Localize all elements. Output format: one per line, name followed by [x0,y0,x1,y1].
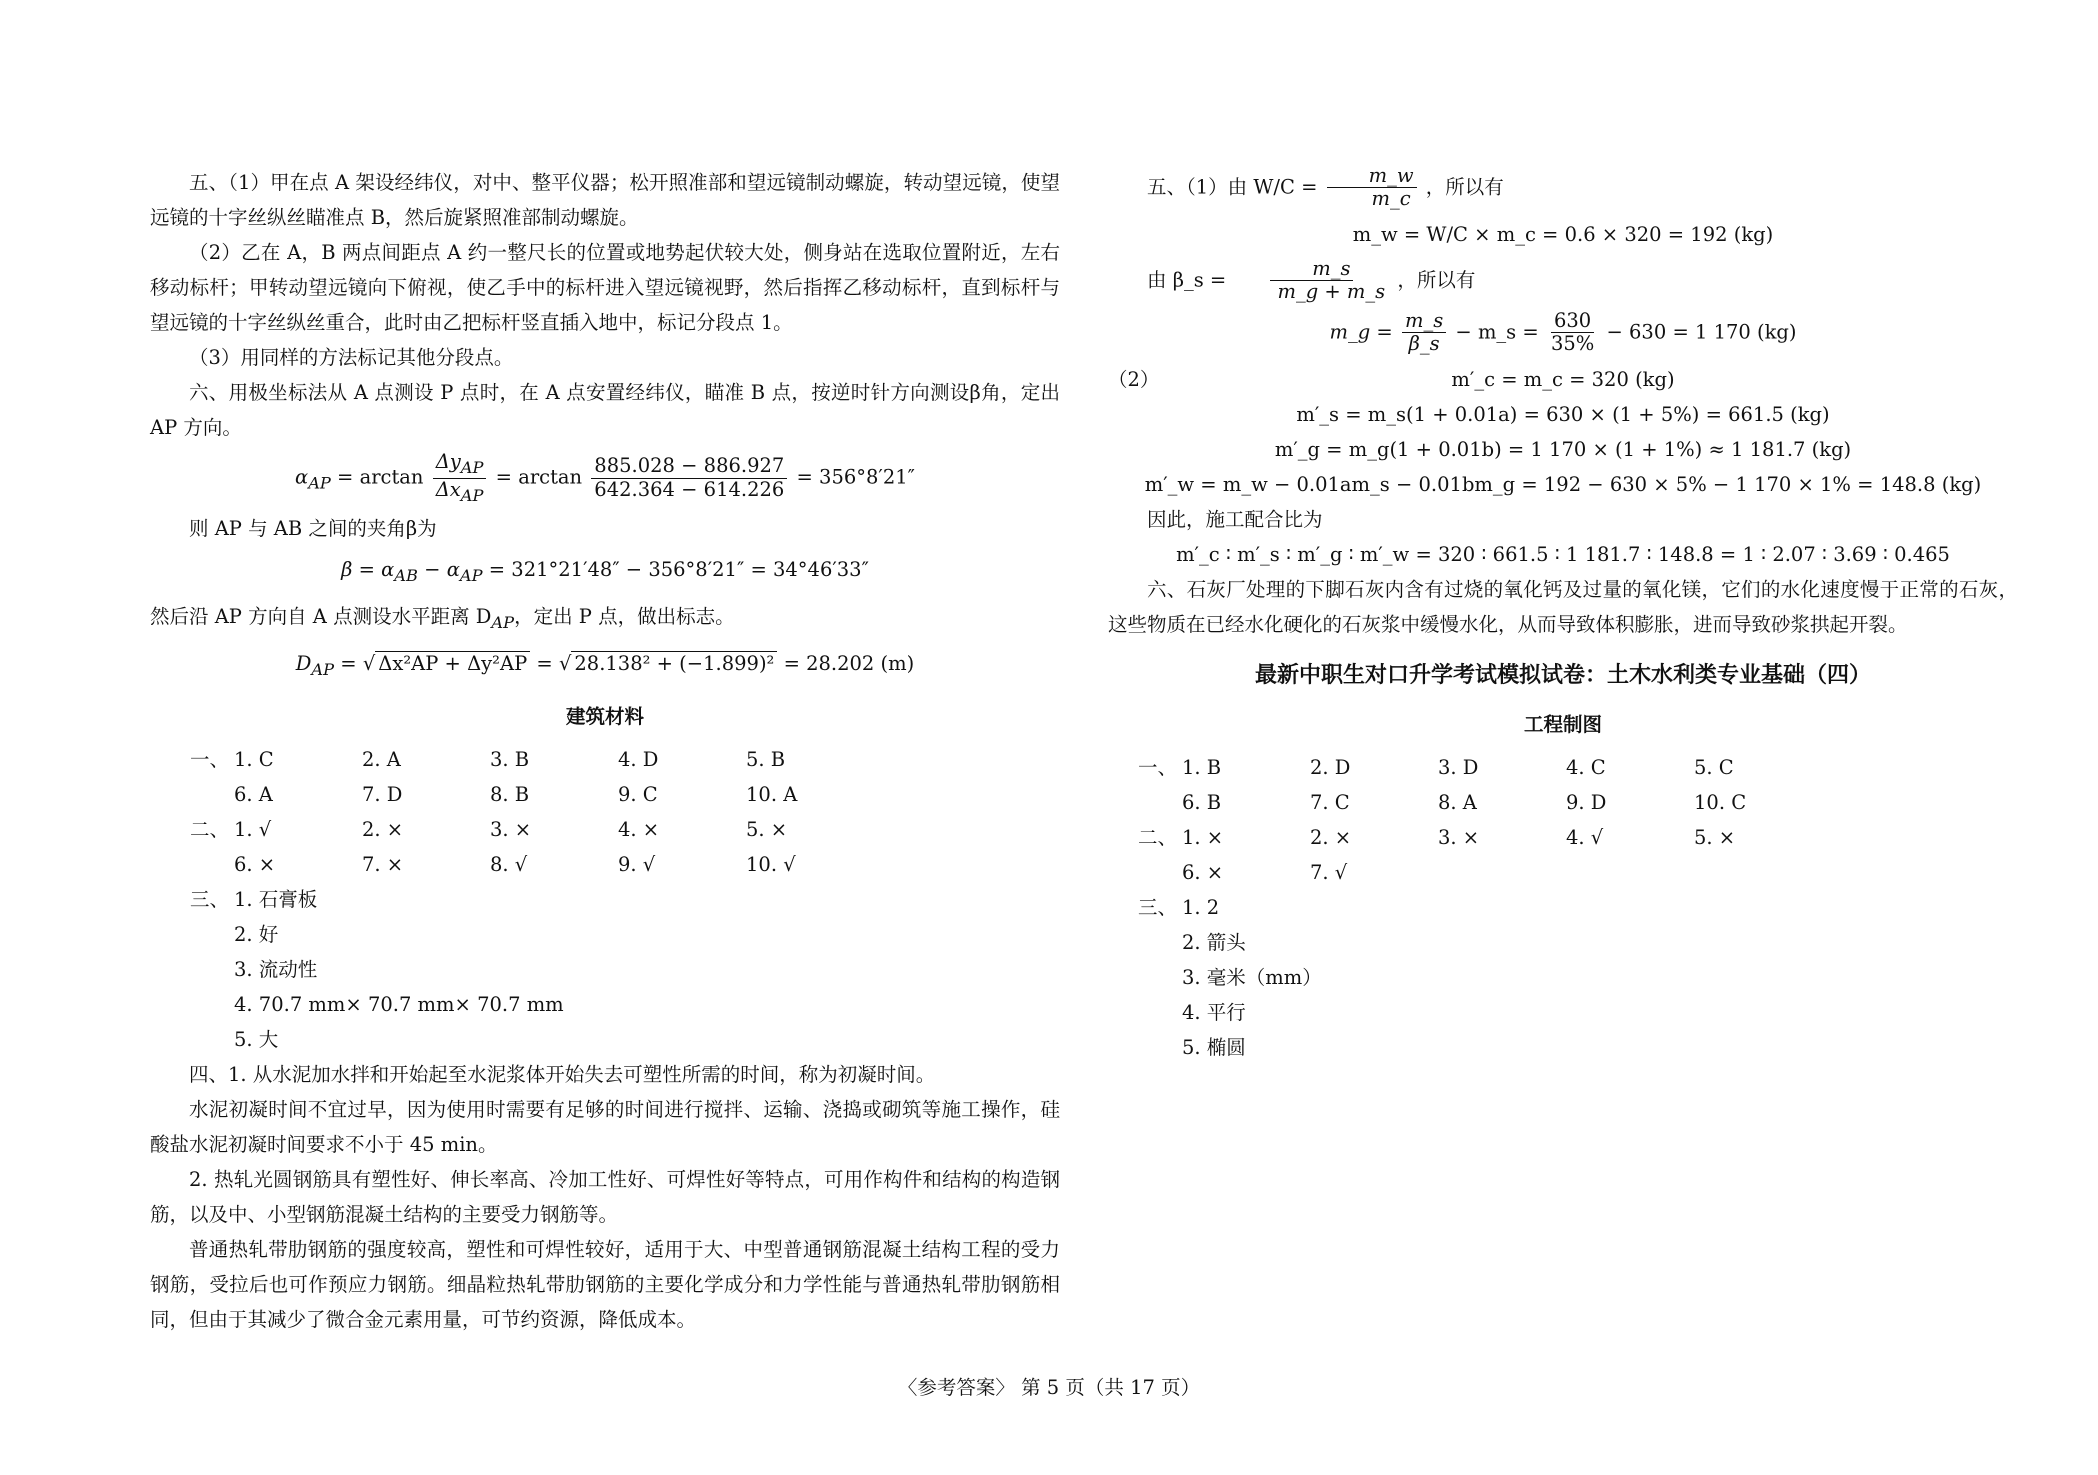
page-footer: 〈参考答案〉 第 5 页（共 17 页） [897,1376,1201,1399]
materials-tf-row-2: 6. × 7. × 8. √ 9. √ 10. √ [234,852,796,876]
materials-heading: 建筑材料 [565,704,644,728]
distance-intro: 然后沿 AP 方向自 A 点测设水平距离 $D_{AP}$，定出 P 点，做出标志。 [150,605,735,632]
mix-q5-part2-label: （2） [1108,367,1160,391]
left-column [150,165,1060,1337]
list-item: 4. 平行 [1182,1000,1246,1024]
drawing-mc-row-2: 6. B 7. C 8. A 9. D 10. C [1182,790,1747,814]
gravel-adjusted-formula: m′_g = m_g(1 + 0.01b) = 1 170 × (1 + 1%) ≈ 1 181.7 (kg) [1274,437,1852,461]
drawing-mc-row-1: 一、 1. B 2. D 3. D 4. C 5. C [1138,755,1734,779]
list-item: 5. 椭圆 [1182,1035,1246,1059]
survey-q6-intro: 六、用极坐标法从 A 点测设 P 点时，在 A 点安置经纬仪，瞄准 B 点，按逆时针方向测设β角，定出 AP 方向。 [150,381,1060,439]
materials-q4-p3: 2. 热轧光圆钢筋具有塑性好、伸长率高、冷加工性好、可焊性好等特点，可用作构件和结构的构造钢筋，以及中、小型钢筋混凝土结构的主要受力钢筋等。 [150,1167,1060,1226]
mix-q5-line1: 五、（1）由 W/C = $\frac{m\_w}{m\_c}$ ，所以有 [1147,164,1504,211]
materials-q4-p2: 水泥初凝时间不宜过早，因为使用时需要有足够的时间进行搅拌、运输、浇捣或砌筑等施工操作，硅酸盐水泥初凝时间要求不小于 45 min。 [150,1097,1060,1156]
angle-intro: 则 AP 与 AB 之间的夹角β为 [189,517,437,541]
mix-q5-line2: 由 β_s = $\frac{m\_s}{m\_g + m\_s}$ ，所以有 [1147,256,1476,304]
drawing-tf-row-1: 二、 1. × 2. × 3. × 4. √ 5. × [1138,825,1736,849]
lime-q6: 六、石灰厂处理的下脚石灰内含有过烧的氧化钙及过量的氧化镁，它们的水化速度慢于正常的石灰，这些物质在已经水化硬化的石灰浆中缓慢水化，从而导致体积膨胀，进而导致砂浆拱起开裂。 [1108,577,2018,636]
list-item: 2. 好 [234,922,279,946]
list-item: 5. 大 [234,1027,279,1051]
mix-ratio-intro: 因此，施工配合比为 [1147,507,1323,531]
azimuth-formula: $\alpha_{AP} = \arctan$ $\frac{\Delta y_{AP}}{\Delta x_{AP}}$ = arctan $\frac{885.028 - 886.927}{642.364 - 614.226}$ = 356°8′21″ [295,450,915,505]
materials-q4-p4: 普通热轧带肋钢筋的强度较高，塑性和可焊性较好，适用于大、中型普通钢筋混凝土结构工程的受力钢筋，受拉后也可作预应力钢筋。细晶粒热轧带肋钢筋的主要化学成分和力学性能与普通热轧带肋钢筋相同，但由于其减少了微合金元素用量，可节约资源，降低成本。 [150,1237,1060,1331]
materials-mc-row-2: 6. A 7. D 8. B 9. C 10. A [234,782,798,806]
list-item: 2. 箭头 [1182,930,1246,954]
exam-title: 最新中职生对口升学考试模拟试卷：土木水利类专业基础（四） [1254,662,1871,688]
materials-tf-row-1: 二、 1. √ 2. × 3. × 4. × 5. × [190,817,788,841]
water-adjusted-formula: m′_w = m_w − 0.01am_s − 0.01bm_g = 192 − 630 × 5% − 1 170 × 1% = 148.8 (kg) [1144,472,1982,496]
drawing-heading: 工程制图 [1523,712,1602,736]
survey-q5-step1: 五、（1）甲在点 A 架设经纬仪，对中、整平仪器；松开照准部和望远镜制动螺旋，转动望远镜，使望远镜的十字丝纵丝瞄准点 B，然后旋紧照准部制动螺旋。 [150,171,1060,229]
list-item: 1. 石膏板 [234,887,318,911]
survey-q5-step3: （3）用同样的方法标记其他分段点。 [189,346,514,369]
materials-mc-row-1: 一、 1. C 2. A 3. B 4. D 5. B [190,747,786,771]
materials-fill-blank: 三、 1. 石膏板 2. 好 3. 流动性 4. 70.7 mm× 70.7 mm× 70.7 mm 5. 大 [150,882,1060,1057]
list-item: 4. 70.7 mm× 70.7 mm× 70.7 mm [234,992,564,1016]
list-item: 1. 2 [1182,895,1220,919]
right-column [1108,165,2018,1065]
drawing-fill-blank: 三、 1. 2 2. 箭头 3. 毫米（mm） 4. 平行 5. 椭圆 [1108,890,2018,1065]
distance-formula: $D_{AP}$ = √ Δx²AP + Δy²AP = √ 28.138² + (−1.899)² = 28.202 (m) [295,651,915,679]
mix-ratio-formula: m′_c ∶ m′_s ∶ m′_g ∶ m′_w = 320 ∶ 661.5 ∶ 1 181.7 ∶ 148.8 = 1 ∶ 2.07 ∶ 3.69 ∶ 0.465 [1176,542,1950,566]
sand-formula: m′_s = m_s(1 + 0.01a) = 630 × (1 + 5%) = 661.5 (kg) [1296,402,1830,426]
materials-q4-p1: 四、1. 从水泥加水拌和开始起至水泥浆体开始失去可塑性所需的时间，称为初凝时间。 [189,1062,936,1086]
list-item: 3. 流动性 [234,957,318,981]
angle-formula: $\beta = \alpha_{AB} - \alpha_{AP} = 321^\circ 21'48'' - 356^\circ 8'21'' = 34^\circ 46'33''$ [341,558,869,586]
cement-formula: m′_c = m_c = 320 (kg) [1451,367,1675,391]
gravel-formula: m_g = $\frac{m\_s}{\beta\_s}$ − m_s = $\frac{630}{35\%}$ − 630 = 1 170 (kg) [1329,308,1797,356]
survey-q5-step2: （2）乙在 A，B 两点间距点 A 约一整尺长的位置或地势起伏较大处，侧身站在选取位置附近，左右移动标杆；甲转动望远镜向下俯视，使乙手中的标杆进入望远镜视野，然后指挥乙移动标杆，直到标杆与望远镜的十字丝纵丝重合，此时由乙把标杆竖直插入地中，标记分段点 1。 [150,241,1060,334]
water-formula: m_w = W/C × m_c = 0.6 × 320 = 192 (kg) [1352,222,1774,246]
drawing-tf-row-2: 6. × 7. √ [1182,860,1348,884]
list-item: 3. 毫米（mm） [1182,965,1322,989]
